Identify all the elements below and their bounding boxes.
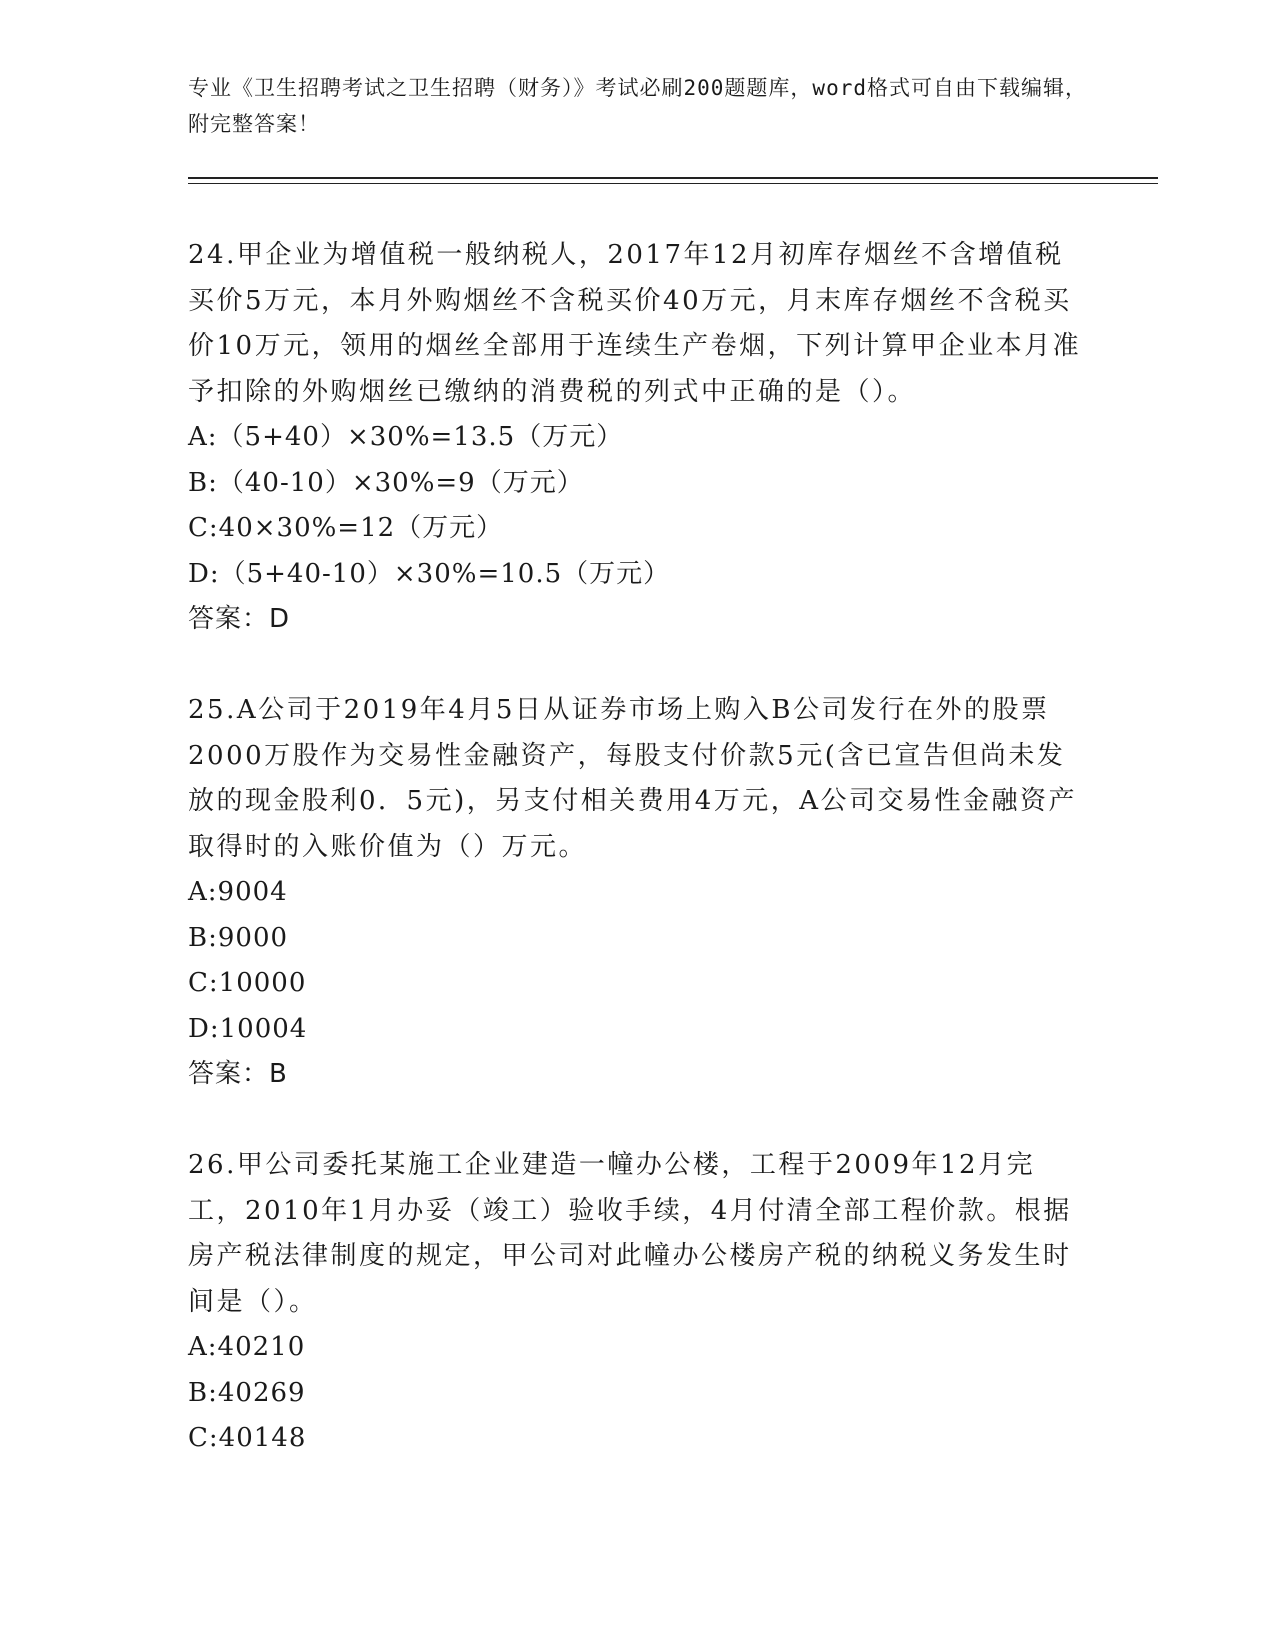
option-a: A:40210 bbox=[188, 1332, 306, 1362]
question-24 bbox=[188, 233, 1088, 643]
option-a: A:（5+40）×30%=13.5（万元） bbox=[188, 422, 624, 452]
document-header: 专业《卫生招聘考试之卫生招聘（财务）》考试必刷200题题库，word格式可自由下载编辑，附完整答案！ bbox=[188, 76, 1087, 136]
question-25 bbox=[188, 688, 1088, 1098]
option-a: A:9004 bbox=[188, 877, 288, 907]
question-26 bbox=[188, 1143, 1088, 1462]
header-divider-thin bbox=[188, 183, 1158, 184]
option-b: B:40269 bbox=[188, 1377, 306, 1408]
question-text: 26.甲公司委托某施工企业建造一幢办公楼，工程于2009年12月完工，2010年1月办妥（竣工）验收手续，4月付清全部工程价款。根据房产税法律制度的规定，甲公司对此幢办公楼房产税的纳税义务发生时间是（）。 bbox=[188, 1150, 1072, 1317]
question-text: 25.A公司于2019年4月5日从证券市场上购入B公司发行在外的股票2000万股作为交易性金融资产，每股支付价款5元(含已宣告但尚未发放的现金股利0．5元)，另支付相关费用4万元，A公司交易性金融资产取得时的入账价值为（）万元。 bbox=[188, 695, 1078, 862]
answer-label: 答案：D bbox=[188, 604, 291, 634]
option-b: B:（40-10）×30%=9（万元） bbox=[188, 467, 584, 498]
option-d: D:10004 bbox=[188, 1013, 308, 1044]
question-text: 24.甲企业为增值税一般纳税人，2017年12月初库存烟丝不含增值税买价5万元，本月外购烟丝不含税买价40万元，月末库存烟丝不含税买价10万元，领用的烟丝全部用于连续生产卷烟，下列计算甲企业本月准予扣除的外购烟丝已缴纳的消费税的列式中正确的是（）。 bbox=[188, 240, 1082, 407]
answer-label: 答案：B bbox=[188, 1059, 288, 1089]
option-d: D:（5+40-10）×30%=10.5（万元） bbox=[188, 558, 671, 589]
option-b: B:9000 bbox=[188, 922, 289, 953]
option-c: C:10000 bbox=[188, 968, 307, 998]
option-c: C:40×30%=12（万元） bbox=[188, 513, 504, 543]
header-divider-thick bbox=[188, 177, 1158, 179]
option-c: C:40148 bbox=[188, 1423, 307, 1453]
